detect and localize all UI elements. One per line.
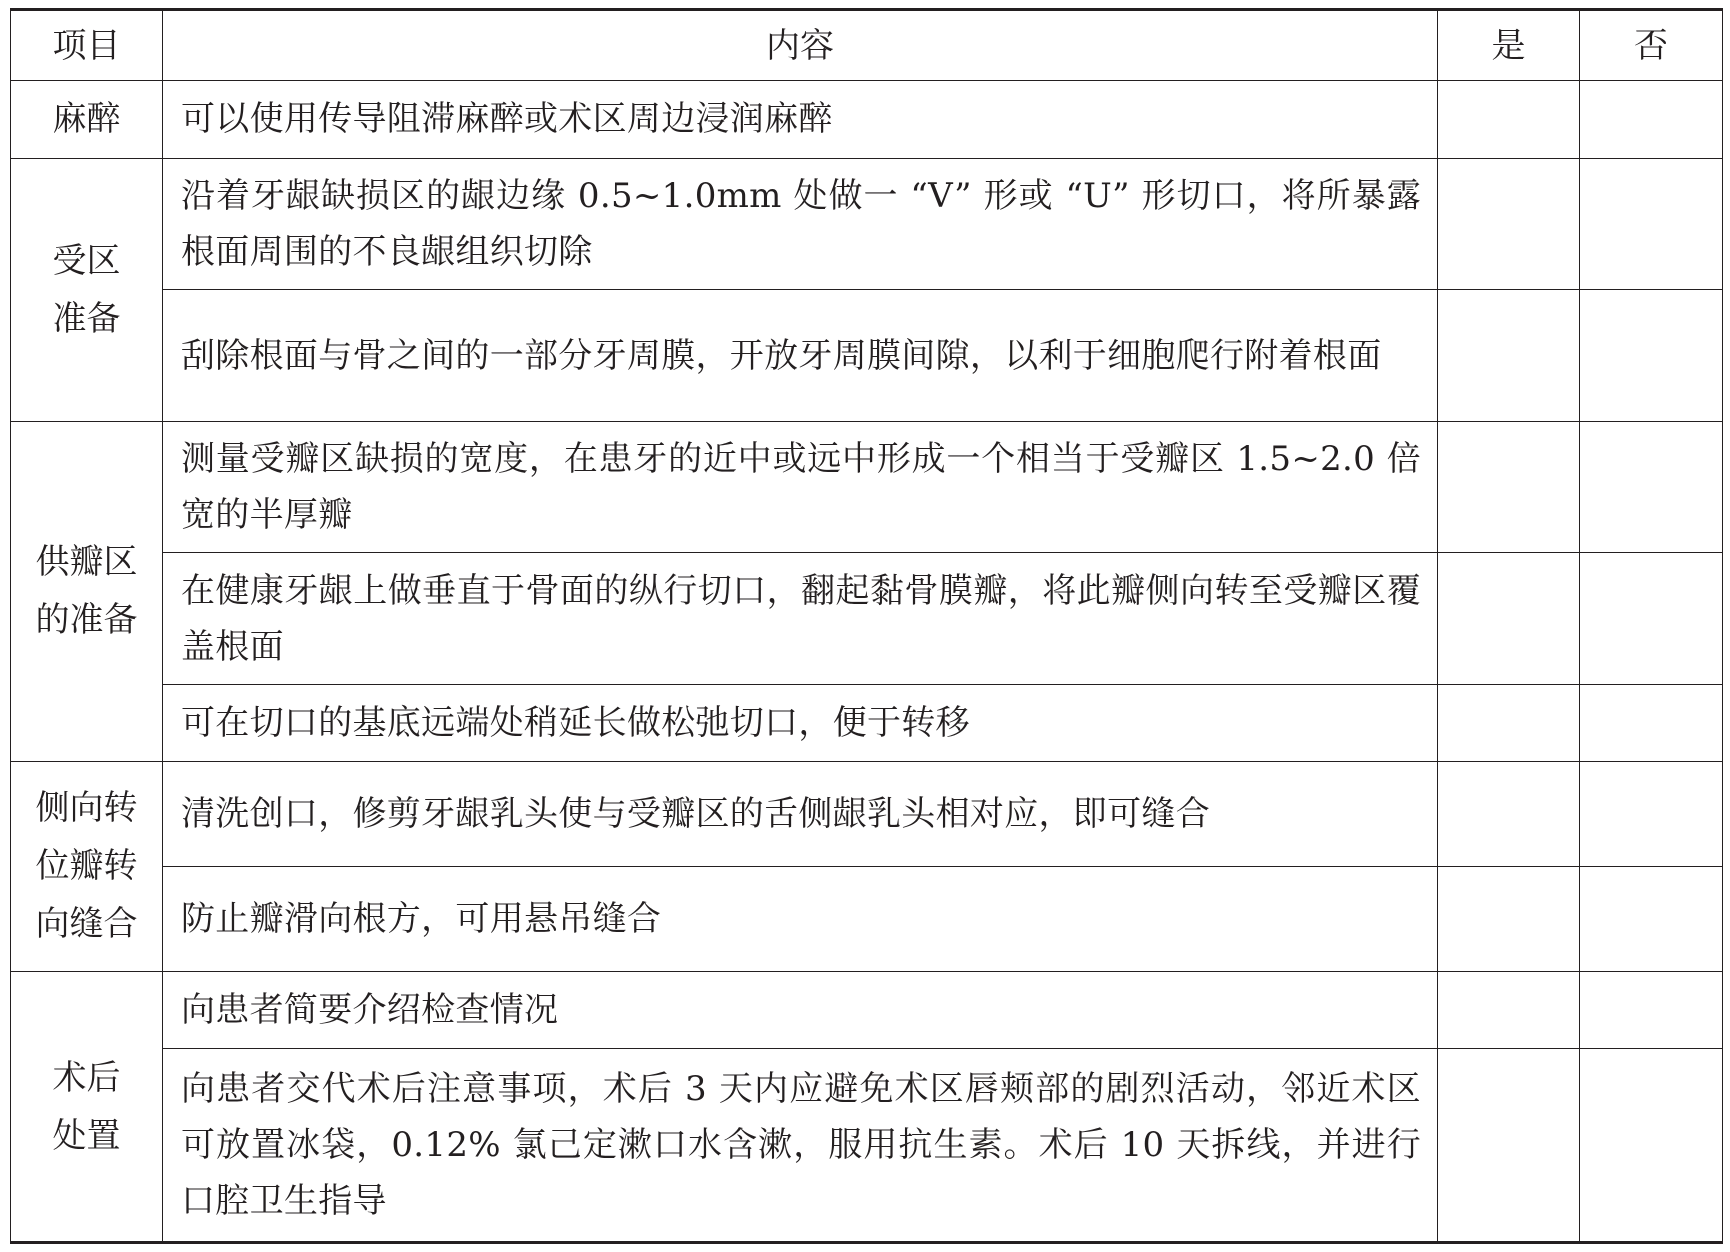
header-no: 否 [1580, 10, 1723, 81]
table-row [11, 972, 1723, 1049]
step-text: 防止瓣滑向根方，可用悬吊缝合 [163, 866, 1438, 971]
yes-cell[interactable] [1438, 761, 1580, 866]
table-row [11, 158, 1723, 290]
no-cell[interactable] [1580, 421, 1723, 553]
table-row [11, 81, 1723, 159]
no-cell[interactable] [1580, 290, 1723, 422]
no-cell[interactable] [1580, 972, 1723, 1049]
step-text: 测量受瓣区缺损的宽度，在患牙的近中或远中形成一个相当于受瓣区 1.5~2.0 倍宽的半厚瓣 [163, 421, 1438, 553]
step-text: 可在切口的基底远端处稍延长做松弛切口，便于转移 [163, 685, 1438, 762]
procedure-checklist [10, 8, 1722, 1244]
no-cell[interactable] [1580, 81, 1723, 159]
item-postop: 术后 处置 [11, 972, 163, 1243]
no-cell[interactable] [1580, 1048, 1723, 1242]
table-row [11, 421, 1723, 553]
yes-cell[interactable] [1438, 1048, 1580, 1242]
yes-cell[interactable] [1438, 421, 1580, 553]
step-text: 向患者简要介绍检查情况 [163, 972, 1438, 1049]
step-text: 可以使用传导阻滞麻醉或术区周边浸润麻醉 [163, 81, 1438, 159]
item-anesthesia: 麻醉 [11, 81, 163, 159]
no-cell[interactable] [1580, 553, 1723, 685]
yes-cell[interactable] [1438, 158, 1580, 290]
yes-cell[interactable] [1438, 866, 1580, 971]
no-cell[interactable] [1580, 158, 1723, 290]
header-item: 项目 [11, 10, 163, 81]
table-row [11, 866, 1723, 971]
step-text: 沿着牙龈缺损区的龈边缘 0.5~1.0mm 处做一 “V” 形或 “U” 形切口，将所暴露根面周围的不良龈组织切除 [163, 158, 1438, 290]
table-row [11, 761, 1723, 866]
step-text: 清洗创口，修剪牙龈乳头使与受瓣区的舌侧龈乳头相对应，即可缝合 [163, 761, 1438, 866]
step-text: 在健康牙龈上做垂直于骨面的纵行切口，翻起黏骨膜瓣，将此瓣侧向转至受瓣区覆盖根面 [163, 553, 1438, 685]
no-cell[interactable] [1580, 761, 1723, 866]
step-text: 刮除根面与骨之间的一部分牙周膜，开放牙周膜间隙，以利于细胞爬行附着根面 [163, 290, 1438, 422]
yes-cell[interactable] [1438, 553, 1580, 685]
header-content: 内容 [163, 10, 1438, 81]
table-row [11, 553, 1723, 685]
yes-cell[interactable] [1438, 81, 1580, 159]
table-row [11, 290, 1723, 422]
item-recipient-prep: 受区 准备 [11, 158, 163, 421]
table-row [11, 685, 1723, 762]
no-cell[interactable] [1580, 685, 1723, 762]
yes-cell[interactable] [1438, 290, 1580, 422]
checklist-table [10, 8, 1723, 1244]
yes-cell[interactable] [1438, 685, 1580, 762]
table-row [11, 1048, 1723, 1242]
no-cell[interactable] [1580, 866, 1723, 971]
step-text: 向患者交代术后注意事项，术后 3 天内应避免术区唇颊部的剧烈活动，邻近术区可放置冰袋，0.12% 氯己定漱口水含漱，服用抗生素。术后 10 天拆线，并进行口腔卫生指导 [163, 1048, 1438, 1242]
item-flap-suture: 侧向转 位瓣转 向缝合 [11, 761, 163, 971]
item-donor-prep: 供瓣区 的准备 [11, 421, 163, 761]
yes-cell[interactable] [1438, 972, 1580, 1049]
header-row [11, 10, 1723, 81]
header-yes: 是 [1438, 10, 1580, 81]
